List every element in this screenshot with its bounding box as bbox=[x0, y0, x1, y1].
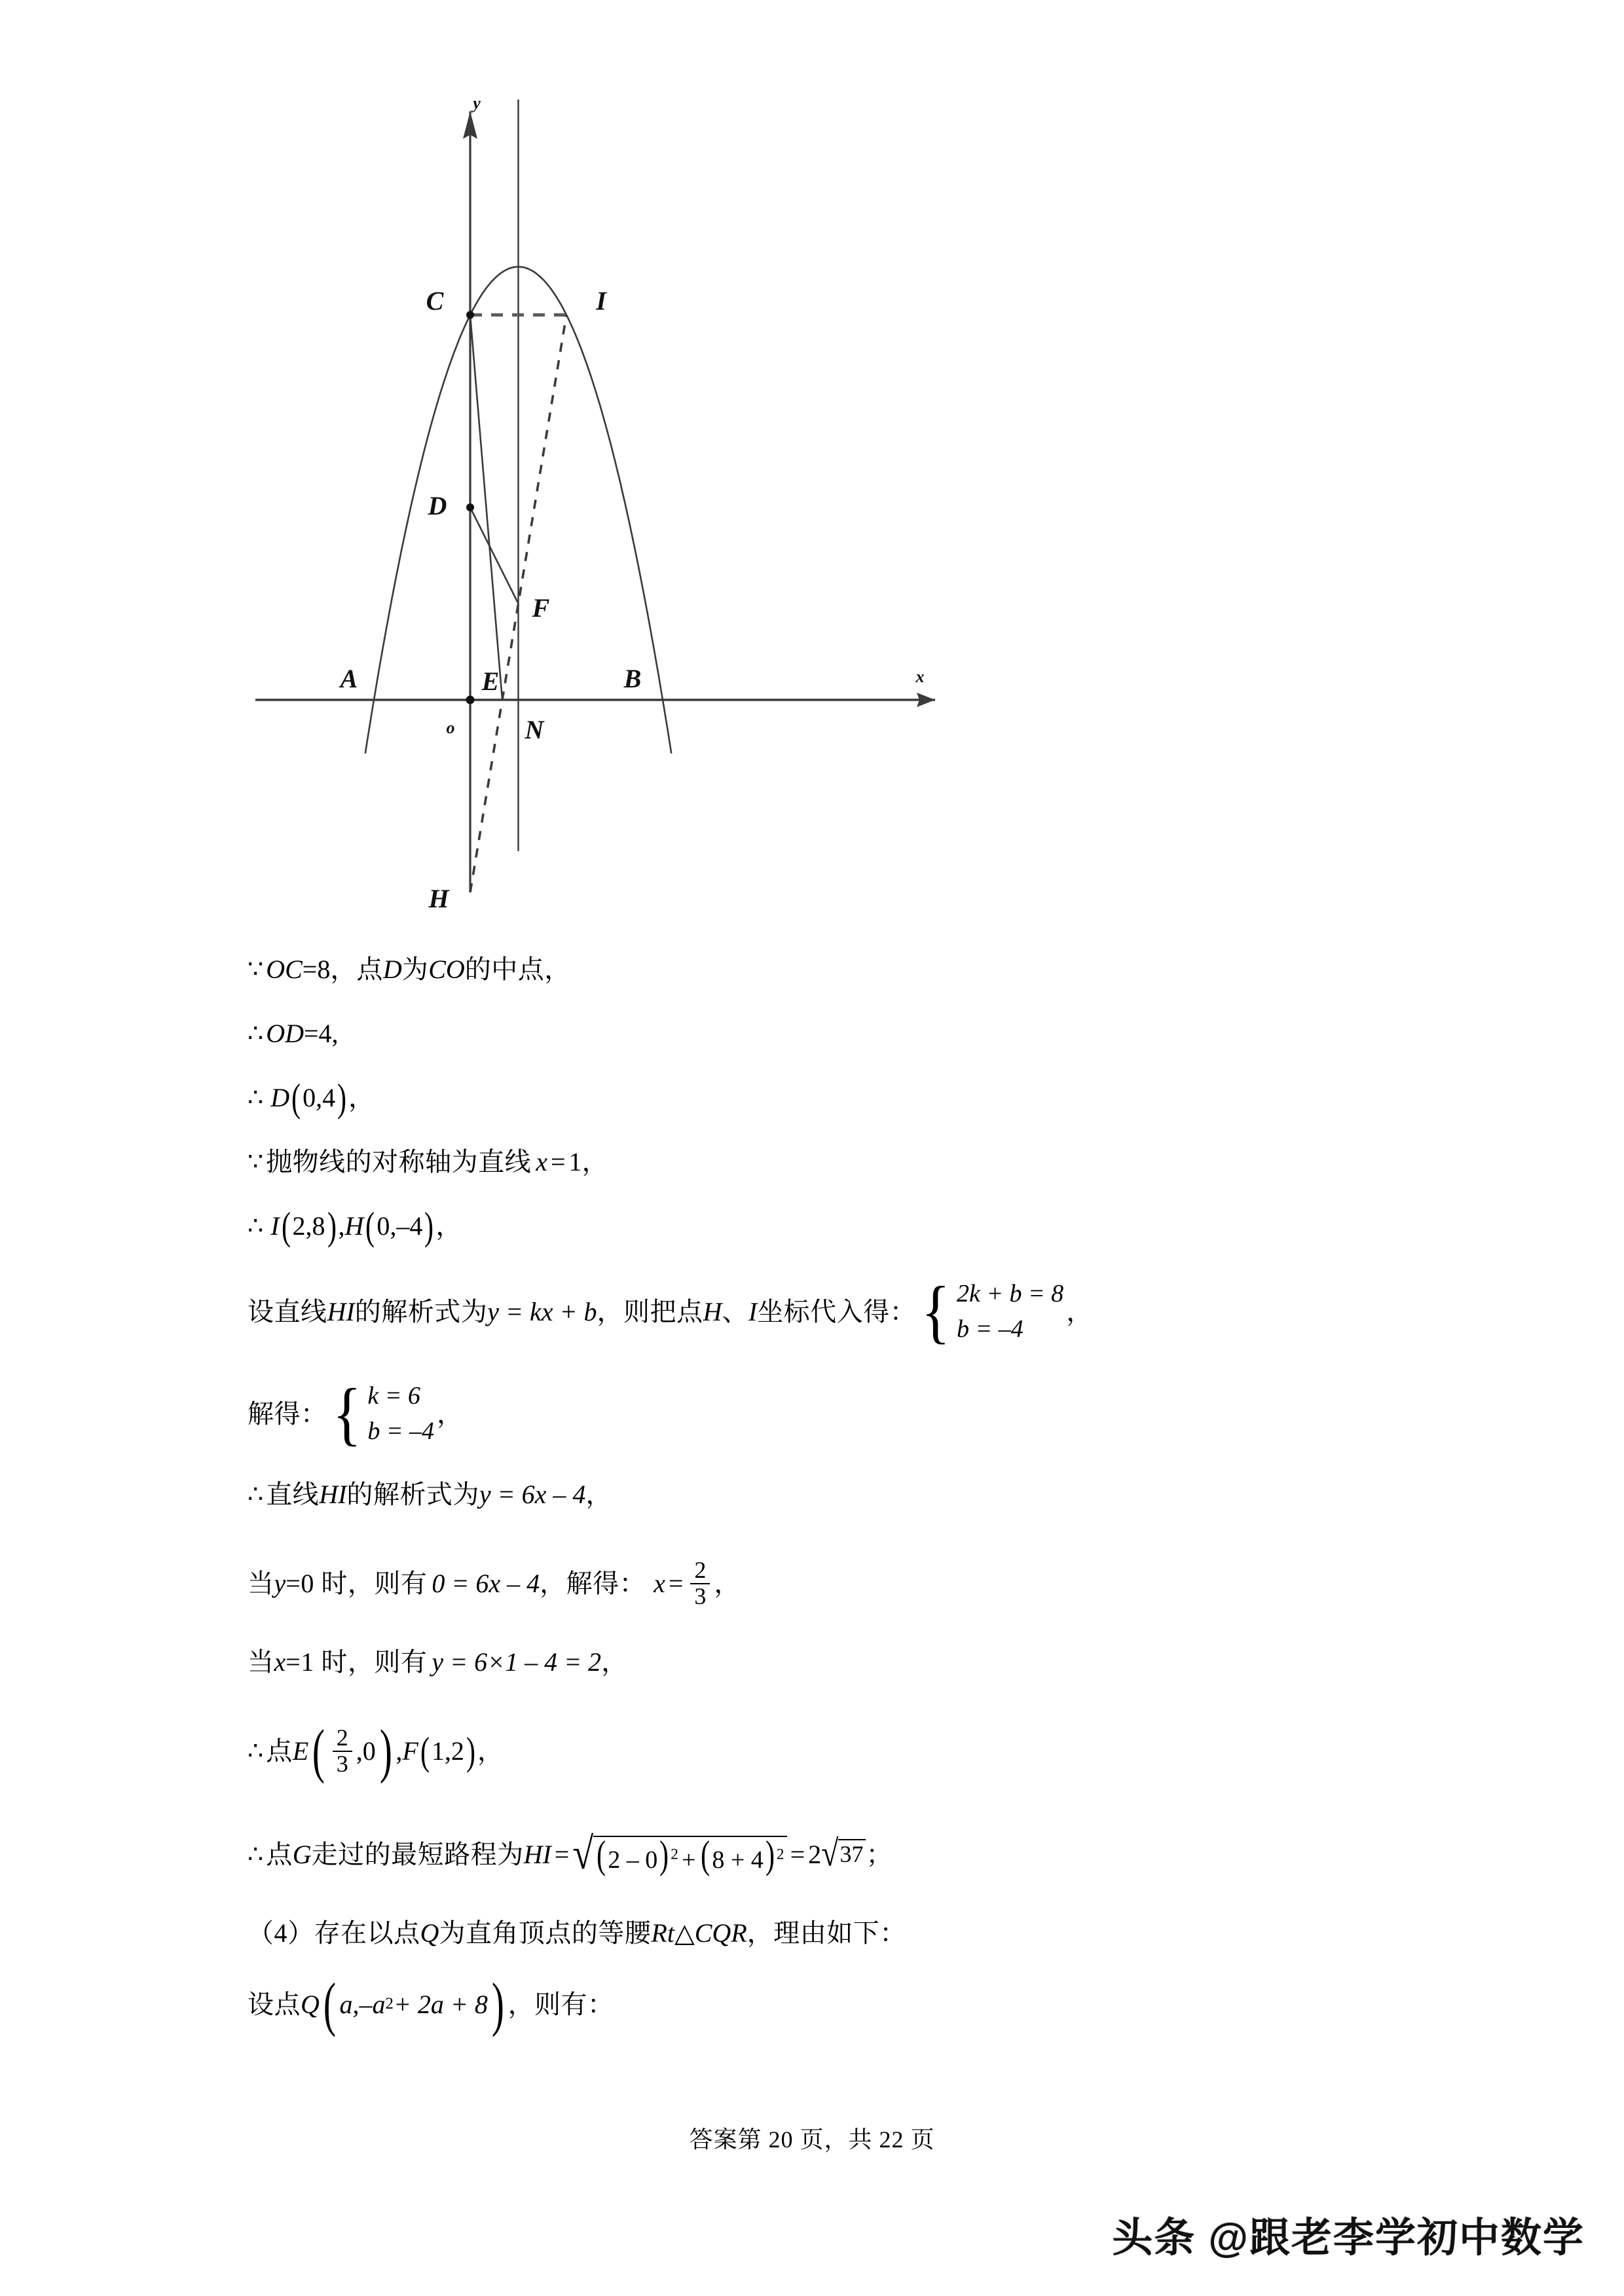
segment-hi: HI bbox=[523, 1840, 551, 1869]
text-shortest-path: 走过的最短路程为 bbox=[311, 1840, 524, 1869]
comma: ， bbox=[581, 1147, 609, 1176]
solution-line-oc-midpoint bbox=[248, 953, 1400, 987]
text-solved: 解得： bbox=[248, 1399, 327, 1429]
fraction-denominator: 3 bbox=[333, 1751, 352, 1777]
figure-label-origin: o bbox=[446, 718, 455, 737]
point-i: I bbox=[748, 1297, 758, 1326]
text-exists-point: 存在以点 bbox=[314, 1918, 420, 1948]
exponent-b: 2 bbox=[776, 1846, 784, 1863]
therefore-symbol: ∴ bbox=[248, 1481, 264, 1508]
paren-open: ( bbox=[365, 1205, 375, 1248]
segment-od: OD bbox=[266, 1019, 304, 1048]
page-footer: 答案第 20 页，共 22 页 bbox=[689, 2126, 935, 2153]
figure-label-A: A bbox=[340, 664, 358, 693]
text-line: 直线 bbox=[266, 1480, 320, 1509]
system-rows bbox=[363, 1379, 434, 1449]
equation-y-value: y = 6×1 – 4 = 2 bbox=[432, 1647, 602, 1677]
point-i: I bbox=[270, 1211, 280, 1241]
figure-label-I: I bbox=[596, 286, 606, 316]
variable-x: x bbox=[274, 1647, 286, 1677]
watermark-attribution: 头条 @跟老李学初中数学 bbox=[1112, 2215, 1585, 2261]
variable-x: x bbox=[536, 1147, 547, 1176]
radicand bbox=[593, 1833, 786, 1876]
radicand: 37 bbox=[838, 1839, 866, 1870]
figure-label-N: N bbox=[525, 715, 544, 744]
paren-open: ( bbox=[420, 1730, 430, 1773]
solution-line-when-x-one bbox=[248, 1645, 1400, 1679]
paren-close: ) bbox=[337, 1076, 347, 1120]
text-right-angle-vertex: 为直角顶点的等腰 bbox=[439, 1918, 652, 1948]
plus-sign: + bbox=[681, 1846, 696, 1874]
figure-label-E: E bbox=[481, 666, 500, 696]
equals-sign: = bbox=[554, 1840, 570, 1869]
variable-x: x bbox=[654, 1569, 665, 1598]
figure-label-H: H bbox=[428, 884, 449, 913]
equation-zero-eq: 0 = 6x – 4 bbox=[432, 1569, 540, 1598]
triangle-cqr: CQR bbox=[694, 1918, 747, 1948]
figure-svg bbox=[216, 94, 1002, 962]
segment-CE bbox=[470, 315, 502, 700]
paren-close: ) bbox=[491, 1971, 504, 2037]
e-y-coordinate: ,0 bbox=[356, 1736, 376, 1766]
comma: ， bbox=[585, 1480, 612, 1509]
paren-open: ( bbox=[312, 1717, 325, 1785]
text-parabola-symmetry-axis: 抛物线的对称轴为直线 bbox=[266, 1147, 532, 1176]
text-expression-is: 的解析式为 bbox=[346, 1480, 479, 1509]
paren-open: ( bbox=[597, 1833, 606, 1876]
equation-system-solution bbox=[330, 1375, 435, 1453]
i-coordinates: 2,8 bbox=[292, 1211, 325, 1241]
radical-sign: √ bbox=[572, 1828, 594, 1879]
comma-sep: , bbox=[352, 1989, 360, 2019]
linear-equation-general: y = kx + b bbox=[487, 1297, 597, 1326]
therefore-symbol: ∴ bbox=[248, 1020, 264, 1048]
q-x-coordinate: a bbox=[339, 1989, 353, 2019]
point-q: Q bbox=[420, 1918, 439, 1948]
line-hi-equation: y = 6x – 4 bbox=[479, 1480, 586, 1509]
point-dot-C bbox=[466, 311, 474, 319]
paren-close: ) bbox=[424, 1205, 434, 1248]
text-reason-follows: ，理由如下： bbox=[747, 1918, 906, 1948]
f-coordinates: 1,2 bbox=[431, 1736, 464, 1766]
segment-co: CO bbox=[428, 955, 465, 984]
paren-open: ( bbox=[291, 1076, 301, 1120]
solution-line-symmetry-axis bbox=[248, 1145, 1400, 1179]
point-h: H bbox=[344, 1211, 364, 1241]
comma: ， bbox=[601, 1647, 628, 1677]
therefore-symbol: ∴ bbox=[248, 1212, 264, 1240]
point-g: G bbox=[292, 1840, 312, 1869]
solution-line-i-h-coords bbox=[248, 1205, 1400, 1248]
enumeration-comma: 、 bbox=[722, 1297, 748, 1326]
text-set-point: 设点 bbox=[248, 1989, 301, 2019]
paren-close: ) bbox=[327, 1205, 337, 1248]
equals-sign: = bbox=[668, 1569, 684, 1598]
comma: ， bbox=[714, 1569, 741, 1598]
h-coordinates: 0,–4 bbox=[377, 1211, 423, 1241]
paren-close: ) bbox=[379, 1717, 392, 1785]
system-equation-1: 2k + b = 8 bbox=[957, 1280, 1064, 1308]
sqrt-37 bbox=[821, 1832, 866, 1874]
oc-value: =8， bbox=[302, 955, 357, 984]
solution-body bbox=[248, 953, 1400, 2059]
solution-line-solve-system bbox=[248, 1376, 1400, 1453]
text-point: 点 bbox=[266, 1840, 293, 1869]
text-then-have: =1 时，则有 bbox=[286, 1647, 428, 1677]
figure-label-x-axis: x bbox=[915, 667, 925, 686]
comma-sep: , bbox=[338, 1211, 345, 1241]
therefore-symbol: ∴ bbox=[248, 1738, 264, 1765]
x-axis-arrow bbox=[917, 693, 935, 707]
text-point: 点 bbox=[356, 955, 383, 984]
fraction-denominator: 3 bbox=[690, 1583, 710, 1609]
triangle-symbol: △ bbox=[674, 1918, 695, 1948]
text-then-have: ，则有： bbox=[507, 1989, 614, 2019]
therefore-symbol: ∴ bbox=[248, 1841, 264, 1868]
comma: ， bbox=[348, 1083, 375, 1112]
fraction-two-thirds bbox=[690, 1558, 710, 1609]
term-b: 8 + 4 bbox=[712, 1846, 764, 1874]
segment-DF bbox=[470, 507, 519, 604]
coordinate-geometry-figure bbox=[216, 94, 1002, 962]
solution-line-when-y-zero bbox=[248, 1542, 1400, 1626]
sqrt-distance-formula bbox=[572, 1828, 786, 1879]
y-axis-arrow bbox=[463, 111, 477, 139]
line-hi: HI bbox=[327, 1297, 355, 1326]
paren-close: ) bbox=[659, 1833, 669, 1876]
comma: ， bbox=[1066, 1297, 1093, 1326]
q-y-term-1: –a bbox=[359, 1989, 386, 2019]
therefore-symbol: ∴ bbox=[248, 1084, 264, 1112]
text-coords-obtain: 坐标代入得： bbox=[757, 1297, 917, 1326]
part-number: （4） bbox=[248, 1918, 314, 1948]
solution-line-set-line-hi bbox=[248, 1273, 1400, 1351]
because-symbol: ∵ bbox=[248, 1148, 264, 1176]
line-hi: HI bbox=[319, 1480, 347, 1509]
semicolon: ； bbox=[866, 1840, 893, 1869]
point-q: Q bbox=[301, 1989, 320, 2019]
system-equation-2: b = –4 bbox=[957, 1315, 1024, 1343]
rt-label: Rt bbox=[651, 1918, 674, 1948]
comma: ， bbox=[477, 1736, 504, 1766]
point-e: E bbox=[292, 1736, 309, 1766]
point-h: H bbox=[703, 1297, 722, 1326]
solution-line-hi-result bbox=[248, 1478, 1400, 1512]
left-brace: { bbox=[332, 1375, 361, 1453]
equation-system-hi bbox=[919, 1273, 1064, 1351]
fraction-two-thirds bbox=[333, 1726, 352, 1777]
solution-line-shortest-path bbox=[248, 1813, 1400, 1897]
solution-line-od-4 bbox=[248, 1017, 1400, 1051]
solution-line-d-coord bbox=[248, 1076, 1400, 1120]
left-brace: { bbox=[921, 1273, 951, 1351]
od-value: =4, bbox=[303, 1019, 339, 1048]
paren-open: ( bbox=[701, 1833, 710, 1876]
text-substitute: ，则把点 bbox=[597, 1297, 703, 1326]
comma: ， bbox=[437, 1399, 464, 1429]
equals-sign: = bbox=[550, 1147, 566, 1176]
paren-open: ( bbox=[281, 1205, 291, 1248]
paren-open: ( bbox=[323, 1971, 336, 2037]
exponent: 2 bbox=[385, 1995, 394, 2013]
variable-y: y bbox=[274, 1569, 286, 1598]
because-symbol: ∵ bbox=[248, 956, 264, 983]
paren-close: ) bbox=[765, 1833, 775, 1876]
radical-sign: √ bbox=[821, 1832, 839, 1874]
d-coordinates: 0,4 bbox=[303, 1083, 336, 1112]
text-expression-is: 的解析式为 bbox=[354, 1297, 488, 1326]
segment-oc: OC bbox=[266, 955, 303, 984]
text-when: 当 bbox=[248, 1647, 274, 1677]
point-d: D bbox=[382, 955, 402, 984]
figure-label-y-axis: y bbox=[473, 94, 481, 113]
coefficient-two: 2 bbox=[808, 1840, 822, 1869]
text-is: 为 bbox=[401, 955, 429, 984]
equals-sign: = bbox=[790, 1840, 805, 1869]
text-when: 当 bbox=[248, 1569, 274, 1598]
symmetry-axis-value: 1 bbox=[568, 1147, 582, 1176]
text-set-line: 设直线 bbox=[248, 1297, 327, 1326]
solution-b: b = –4 bbox=[367, 1417, 434, 1445]
figure-label-B: B bbox=[623, 664, 642, 693]
solution-line-set-q bbox=[248, 1971, 1400, 2037]
system-rows bbox=[953, 1277, 1063, 1347]
solution-line-points-e-f bbox=[248, 1709, 1400, 1793]
point-f: F bbox=[402, 1736, 418, 1766]
solution-k: k = 6 bbox=[367, 1382, 420, 1410]
paren-close: ) bbox=[466, 1730, 475, 1773]
comma-sep: , bbox=[396, 1736, 403, 1766]
text-midpoint: 的中点， bbox=[464, 955, 571, 984]
point-dot-D bbox=[466, 503, 474, 511]
q-y-term-2: + 2a + 8 bbox=[393, 1989, 488, 2019]
exponent-a: 2 bbox=[671, 1846, 678, 1863]
comma: ， bbox=[435, 1211, 462, 1241]
fraction-numerator: 2 bbox=[336, 1724, 348, 1751]
text-point: 点 bbox=[266, 1736, 293, 1766]
figure-label-F: F bbox=[532, 593, 550, 623]
text-then-have: =0 时，则有 bbox=[286, 1569, 428, 1598]
term-a: 2 – 0 bbox=[608, 1846, 658, 1874]
point-dot-O bbox=[466, 696, 475, 704]
solution-line-part-4 bbox=[248, 1916, 1400, 1950]
figure-label-C: C bbox=[426, 286, 444, 316]
text-solved: ，解得： bbox=[540, 1569, 646, 1598]
fraction-numerator: 2 bbox=[694, 1557, 707, 1584]
figure-label-D: D bbox=[428, 491, 447, 520]
point-d: D bbox=[270, 1083, 290, 1112]
